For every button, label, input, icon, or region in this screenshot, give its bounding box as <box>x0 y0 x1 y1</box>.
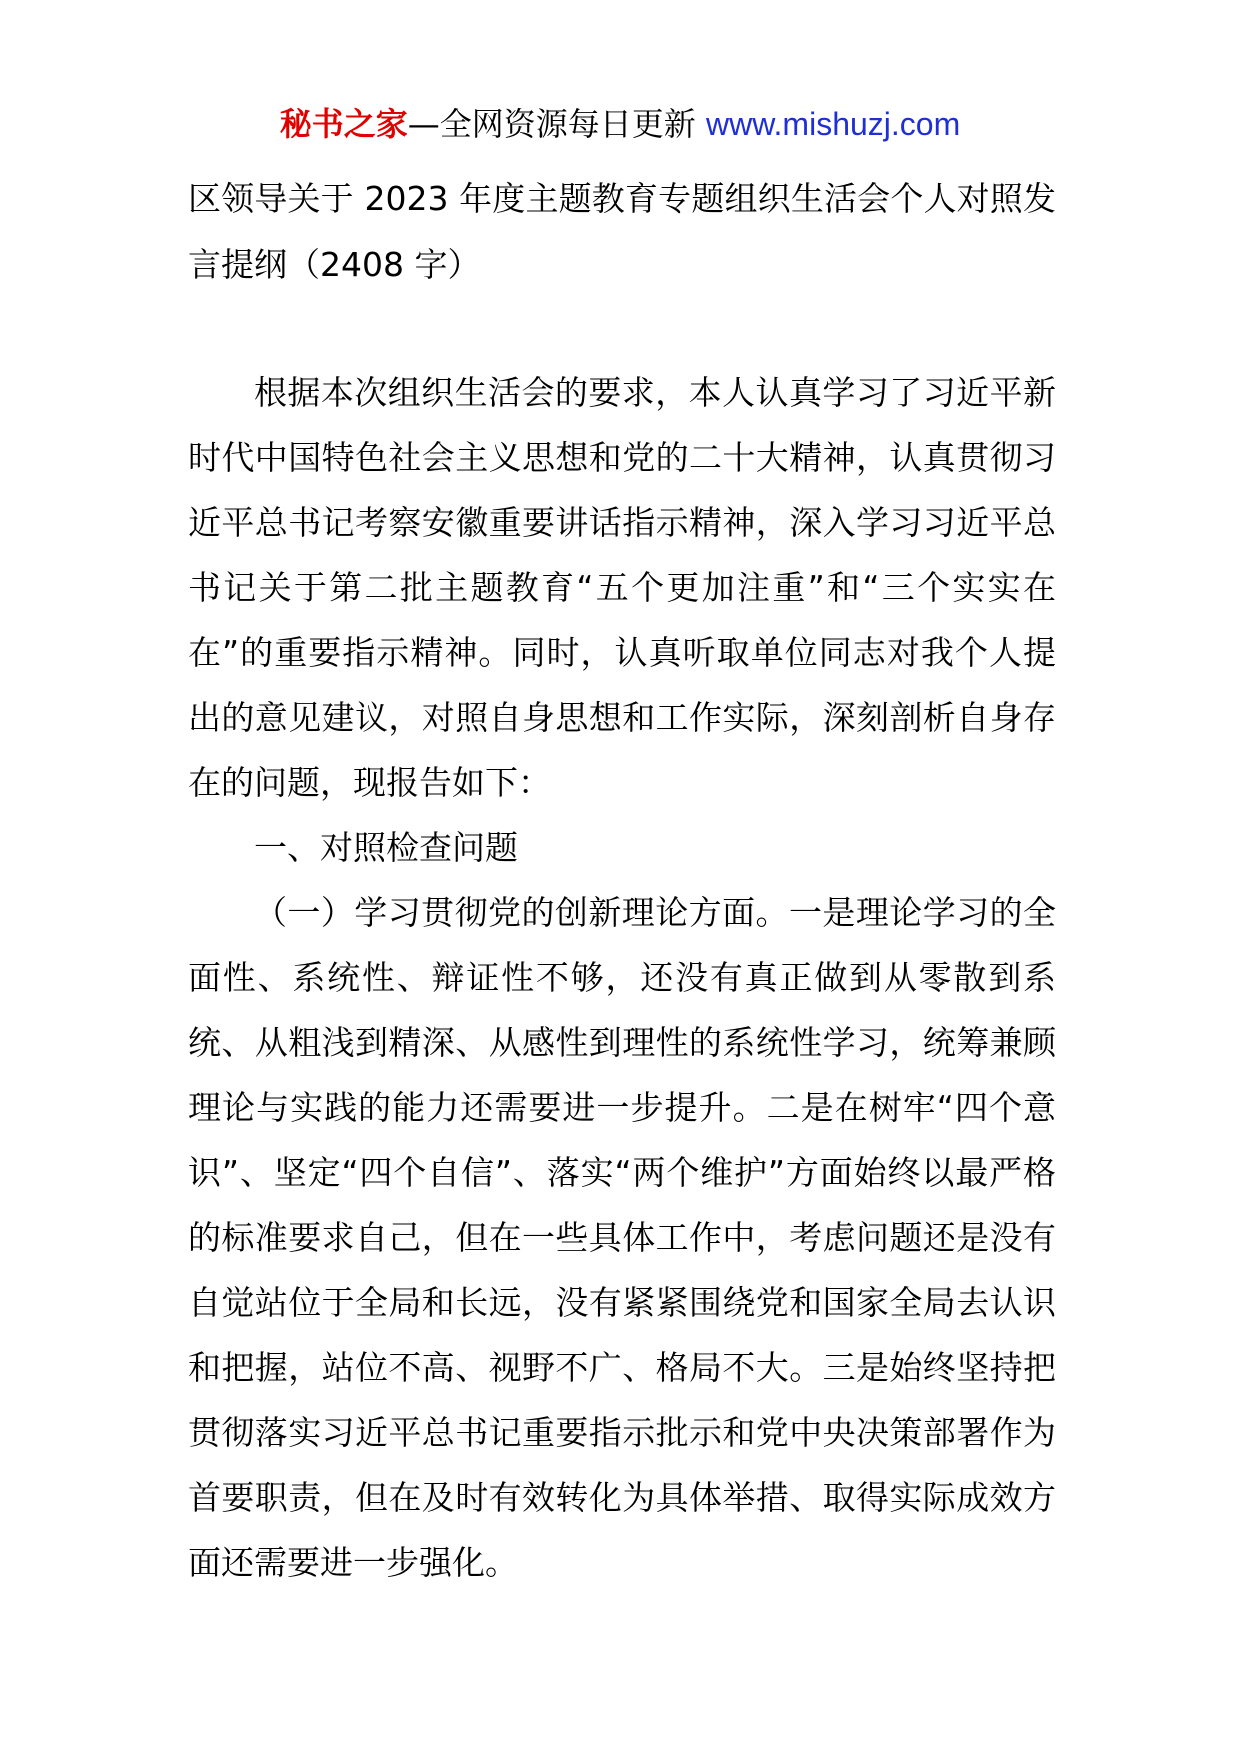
brand-name: 秘书之家 <box>279 105 408 143</box>
paragraph-intro: 根据本次组织生活会的要求，本人认真学习了习近平新时代中国特色社会主义思想和党的二十大精神，认真贯彻习近平总书记考察安徽重要讲话指示精神，深入学习习近平总书记关于第二批主题教育“五个更加注重”和“三个实实在在”的重要指示精神。同时，认真听取单位同志对我个人提出的意见建议，对照自身思想和工作实际，深刻剖析自身存在的问题，现报告如下： <box>188 373 1056 802</box>
paragraph-theory-study: （一）学习贯彻党的创新理论方面。一是理论学习的全面性、系统性、辩证性不够，还没有真正做到从零散到系统、从粗浅到精深、从感性到理性的系统性学习，统筹兼顾理论与实践的能力还需要进一步提升。二是在树牢“四个意识”、坚定“四个自信”、落实“两个维护”方面始终以最严格的标准要求自己，但在一些具体工作中，考虑问题还是没有自觉站位于全局和长远，没有紧紧围绕党和国家全局去认识和把握，站位不高、视野不广、格局不大。三是始终坚持把贯彻落实习近平总书记重要指示批示和党中央决策部署作为首要职责，但在及时有效转化为具体举措、取得实际成效方面还需要进一步强化。 <box>188 893 1056 1582</box>
header-tagline: —全网资源每日更新 <box>407 105 706 143</box>
document-title: 区领导关于 2023 年度主题教育专题组织生活会个人对照发言提纲（2408 字） <box>188 179 1056 284</box>
document-body <box>188 166 1056 1595</box>
title-spacer <box>188 298 1056 360</box>
site-header <box>0 102 1240 146</box>
section-heading: 一、对照检查问题 <box>254 828 518 867</box>
site-url-link[interactable]: www.mishuzj.com <box>705 106 961 142</box>
